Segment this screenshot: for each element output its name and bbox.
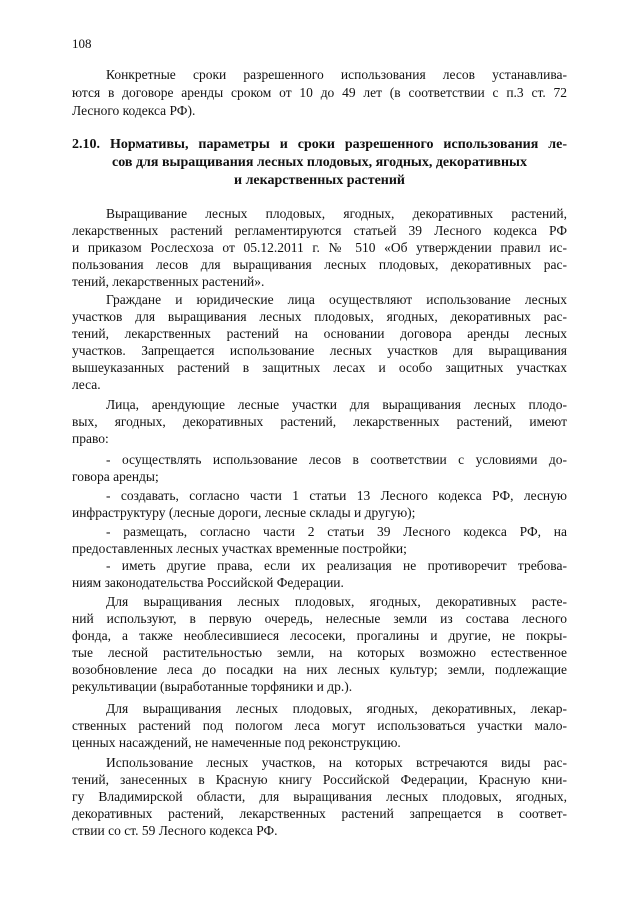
text-line: возобновление леса до посадки на них лесных культур; земли, подлежащие — [72, 662, 567, 677]
text-line: Для выращивания лесных плодовых, ягодных, декоративных расте- — [106, 594, 567, 609]
text-line: - осуществлять использование лесов в соответствии с условиями до- — [106, 452, 567, 467]
text-line: предоставленных лесных участках временные постройки; — [72, 541, 407, 556]
text-line: - иметь другие права, если их реализация не противоречит требова- — [106, 558, 567, 573]
text-line: и приказом Рослесхоза от 05.12.2011 г. № 510 «Об утверждении правил ис- — [72, 240, 567, 255]
text-line: декоративных растений, лекарственных растений запрещается в соответ- — [72, 806, 567, 821]
text-line: инфраструктуру (лесные дороги, лесные склады и другую); — [72, 505, 416, 520]
text-line: ственных растений под пологом леса могут использоваться участки мало- — [72, 718, 567, 733]
heading-line: 2.10. Нормативы, параметры и сроки разрешенного использования ле- — [72, 137, 567, 152]
text-line: Лица, арендующие лесные участки для выращивания лесных плодо- — [106, 397, 567, 412]
heading-line: сов для выращивания лесных плодовых, ягодных, декоративных — [112, 155, 527, 170]
text-line: ются в договоре аренды сроком от 10 до 49 лет (в соответствии с п.3 ст. 72 — [72, 85, 567, 100]
text-line: ценных насаждений, не намеченные под реконструкцию. — [72, 735, 401, 750]
text-line: Использование лесных участков, на которых встречаются виды рас- — [106, 755, 567, 770]
text-line: - создавать, согласно части 1 статьи 13 Лесного кодекса РФ, лесную — [106, 488, 567, 503]
text-line: тений, лекарственных растений на основании договора аренды лесных — [72, 326, 567, 341]
text-line: рекультивации (выработанные торфяники и др.). — [72, 679, 353, 694]
page-number: 108 — [72, 36, 92, 51]
text-line: говора аренды; — [72, 469, 159, 484]
text-line: тений, занесенных в Красную книгу Российской Федерации, Красную кни- — [72, 772, 567, 787]
text-line: ствии со ст. 59 Лесного кодекса РФ. — [72, 823, 278, 838]
text-line: гу Владимирской области, для выращивания лесных плодовых, ягодных, — [72, 789, 567, 804]
text-line: участков. Запрещается использование лесных участков для выращивания — [72, 343, 567, 358]
text-line: право: — [72, 431, 109, 446]
text-line: фонда, а также необлесившиеся лесосеки, прогалины и другие, не покры- — [72, 628, 567, 643]
text-line: Для выращивания лесных плодовых, ягодных, декоративных, лекар- — [106, 701, 567, 716]
text-line: пользования лесов для выращивания лесных плодовых, декоративных рас- — [72, 257, 567, 272]
text-line: леса. — [72, 377, 101, 392]
text-line: тые лесной растительностью земли, на которых возможно естественное — [72, 645, 567, 660]
text-line: участков для выращивания лесных плодовых, ягодных, декоративных рас- — [72, 309, 567, 324]
text-line: тений, лекарственных растений». — [72, 274, 265, 289]
text-line: вых, ягодных, декоративных растений, лекарственных растений, имеют — [72, 414, 567, 429]
text-line: ниям законодательства Российской Федерации. — [72, 575, 344, 590]
text-line: лекарственных растений регламентируются статьей 39 Лесного кодекса РФ — [72, 223, 567, 238]
text-line: Выращивание лесных плодовых, ягодных, декоративных растений, — [106, 206, 567, 221]
text-line: Лесного кодекса РФ). — [72, 103, 196, 118]
text-line: - размещать, согласно части 2 статьи 39 Лесного кодекса РФ, на — [106, 524, 567, 539]
text-line: Граждане и юридические лица осуществляют использование лесных — [106, 292, 567, 307]
text-line: вышеуказанных растений в защитных лесах и особо защитных участках — [72, 360, 567, 375]
heading-line: и лекарственных растений — [234, 173, 405, 188]
text-line: Конкретные сроки разрешенного использования лесов устанавлива- — [106, 67, 567, 82]
text-line: ний используют, в первую очередь, нелесные земли из состава лесного — [72, 611, 567, 626]
